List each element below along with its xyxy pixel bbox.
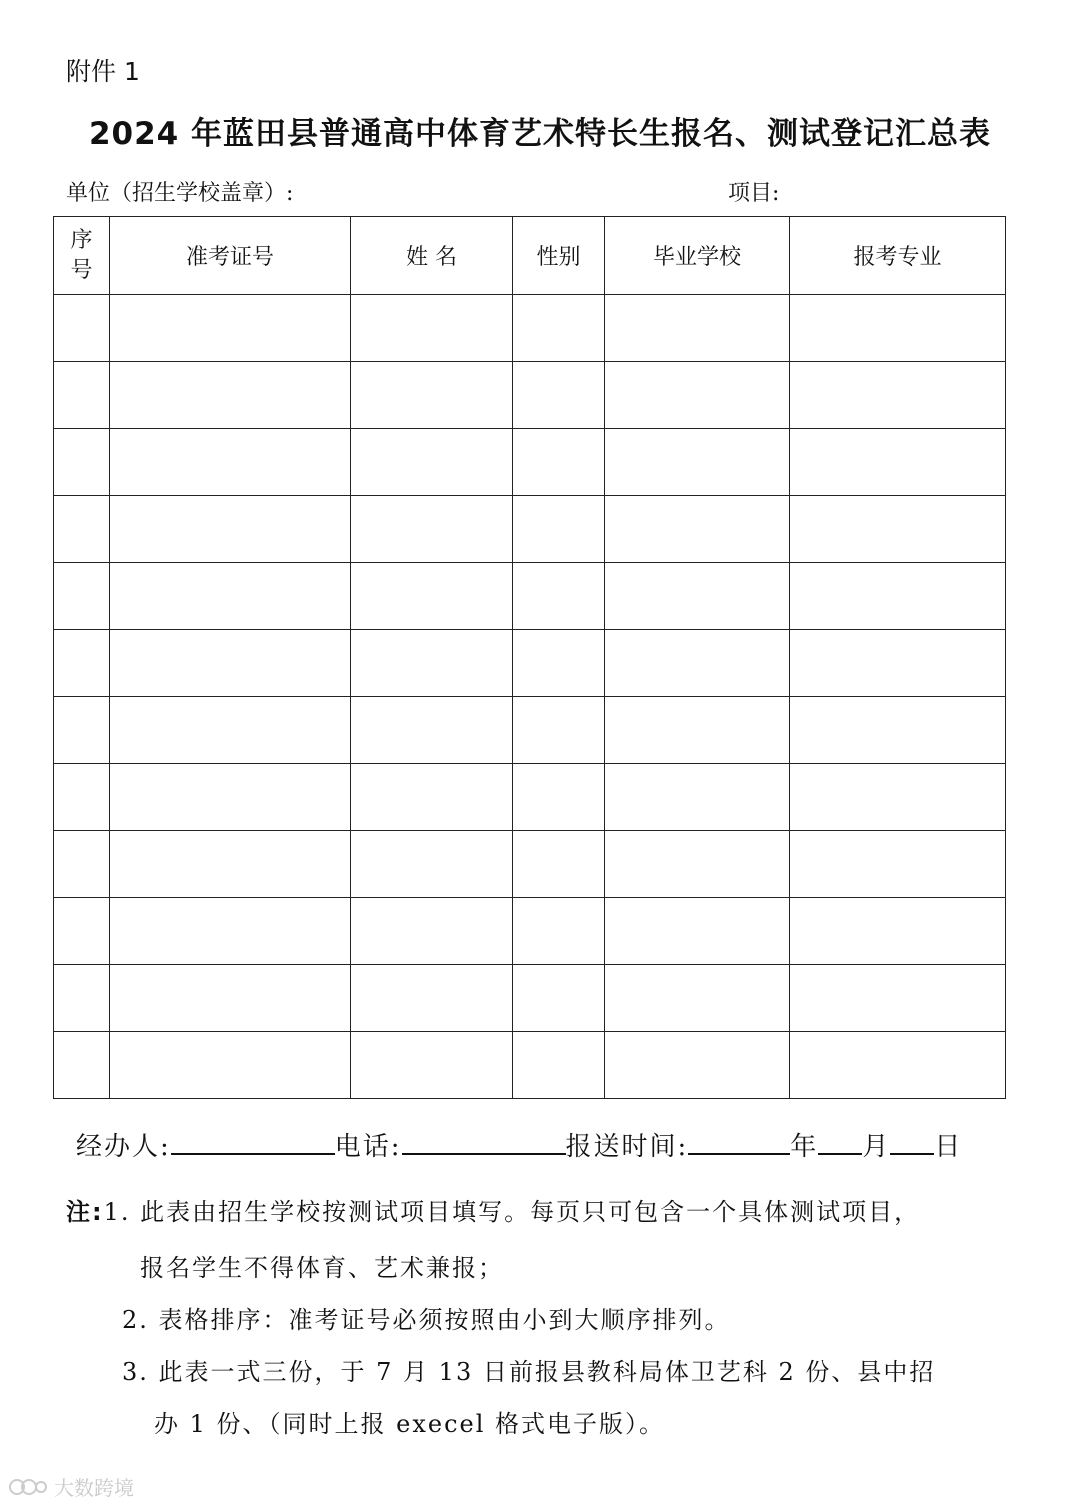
header-gender: 性别	[513, 217, 605, 295]
cell-seq[interactable]	[54, 965, 110, 1032]
table-row	[54, 295, 1006, 362]
cell-exam-number[interactable]	[110, 630, 351, 697]
phone-label: 电话:	[334, 1132, 402, 1162]
header-name: 姓 名	[351, 217, 513, 295]
cell-exam-number[interactable]	[110, 898, 351, 965]
header-seq-top: 序	[70, 227, 93, 253]
table-row	[54, 1032, 1006, 1099]
header-seq-bottom: 号	[70, 257, 93, 283]
cell-gender[interactable]	[513, 295, 605, 362]
cell-graduation-school[interactable]	[605, 697, 790, 764]
cell-major[interactable]	[790, 831, 1006, 898]
cell-graduation-school[interactable]	[605, 764, 790, 831]
header-exam-number: 准考证号	[110, 217, 351, 295]
note-1-text: 1. 此表由招生学校按测试项目填写。每页只可包含一个具体测试项目，	[103, 1198, 921, 1226]
cell-major[interactable]	[790, 898, 1006, 965]
cell-exam-number[interactable]	[110, 563, 351, 630]
handler-blank[interactable]	[171, 1129, 335, 1155]
cell-major[interactable]	[790, 295, 1006, 362]
cell-seq[interactable]	[54, 362, 110, 429]
note-1-line-1	[66, 1192, 920, 1227]
cell-gender[interactable]	[513, 630, 605, 697]
cell-name[interactable]	[351, 295, 513, 362]
month-blank[interactable]	[818, 1129, 862, 1155]
cell-seq[interactable]	[54, 764, 110, 831]
note-1-line-2: 报名学生不得体育、艺术兼报；	[140, 1254, 504, 1282]
cell-graduation-school[interactable]	[605, 965, 790, 1032]
cell-major[interactable]	[790, 630, 1006, 697]
cell-name[interactable]	[351, 496, 513, 563]
registration-table	[53, 216, 1006, 1099]
cell-gender[interactable]	[513, 563, 605, 630]
handler-label: 经办人:	[76, 1132, 171, 1162]
watermark	[8, 1472, 134, 1501]
cell-exam-number[interactable]	[110, 831, 351, 898]
watermark-logo-icon	[8, 1476, 48, 1498]
project-label: 项目:	[728, 181, 780, 206]
cell-gender[interactable]	[513, 496, 605, 563]
table-header-row	[54, 217, 1006, 295]
cell-gender[interactable]	[513, 429, 605, 496]
cell-seq[interactable]	[54, 831, 110, 898]
cell-exam-number[interactable]	[110, 429, 351, 496]
cell-graduation-school[interactable]	[605, 563, 790, 630]
table-row	[54, 362, 1006, 429]
cell-seq[interactable]	[54, 496, 110, 563]
year-blank[interactable]	[688, 1129, 790, 1155]
header-seq	[54, 217, 110, 295]
cell-seq[interactable]	[54, 697, 110, 764]
cell-major[interactable]	[790, 496, 1006, 563]
cell-major[interactable]	[790, 965, 1006, 1032]
cell-major[interactable]	[790, 764, 1006, 831]
cell-name[interactable]	[351, 1032, 513, 1099]
table-row	[54, 429, 1006, 496]
header-major: 报考专业	[790, 217, 1006, 295]
cell-graduation-school[interactable]	[605, 898, 790, 965]
cell-graduation-school[interactable]	[605, 630, 790, 697]
cell-exam-number[interactable]	[110, 295, 351, 362]
phone-blank[interactable]	[402, 1129, 566, 1155]
cell-seq[interactable]	[54, 295, 110, 362]
cell-exam-number[interactable]	[110, 362, 351, 429]
cell-exam-number[interactable]	[110, 496, 351, 563]
cell-graduation-school[interactable]	[605, 496, 790, 563]
day-blank[interactable]	[890, 1129, 934, 1155]
cell-name[interactable]	[351, 831, 513, 898]
table-row	[54, 563, 1006, 630]
cell-major[interactable]	[790, 362, 1006, 429]
cell-exam-number[interactable]	[110, 1032, 351, 1099]
cell-seq[interactable]	[54, 563, 110, 630]
cell-name[interactable]	[351, 563, 513, 630]
cell-name[interactable]	[351, 429, 513, 496]
cell-graduation-school[interactable]	[605, 1032, 790, 1099]
cell-name[interactable]	[351, 965, 513, 1032]
cell-seq[interactable]	[54, 630, 110, 697]
day-label: 日	[934, 1132, 963, 1162]
year-label: 年	[790, 1132, 819, 1162]
cell-gender[interactable]	[513, 697, 605, 764]
cell-exam-number[interactable]	[110, 697, 351, 764]
watermark-text: 大数跨境	[54, 1476, 134, 1500]
note-2: 2. 表格排序：准考证号必须按照由小到大顺序排列。	[122, 1306, 731, 1334]
cell-name[interactable]	[351, 764, 513, 831]
cell-graduation-school[interactable]	[605, 362, 790, 429]
notes-label: 注:	[66, 1198, 104, 1226]
table-row	[54, 496, 1006, 563]
cell-seq[interactable]	[54, 898, 110, 965]
cell-major[interactable]	[790, 697, 1006, 764]
cell-name[interactable]	[351, 898, 513, 965]
table-row	[54, 764, 1006, 831]
table-row	[54, 697, 1006, 764]
cell-gender[interactable]	[513, 831, 605, 898]
cell-exam-number[interactable]	[110, 965, 351, 1032]
cell-gender[interactable]	[513, 898, 605, 965]
note-3-line-1: 3. 此表一式三份，于 7 月 13 日前报县教科局体卫艺科 2 份、县中招	[122, 1358, 936, 1386]
header-graduation-school: 毕业学校	[605, 217, 790, 295]
signature-line	[76, 1126, 962, 1163]
page-title: 2024 年蓝田县普通高中体育艺术特长生报名、测试登记汇总表	[88, 116, 992, 152]
attachment-label: 附件 1	[66, 57, 140, 86]
cell-seq[interactable]	[54, 429, 110, 496]
date-label: 报送时间:	[565, 1132, 689, 1162]
table-body	[54, 295, 1006, 1099]
cell-gender[interactable]	[513, 1032, 605, 1099]
table-row	[54, 630, 1006, 697]
cell-graduation-school[interactable]	[605, 429, 790, 496]
cell-gender[interactable]	[513, 965, 605, 1032]
note-3-line-2: 办 1 份、（同时上报 execel 格式电子版）。	[154, 1410, 666, 1438]
cell-graduation-school[interactable]	[605, 831, 790, 898]
table-row	[54, 831, 1006, 898]
cell-name[interactable]	[351, 362, 513, 429]
month-label: 月	[862, 1132, 891, 1162]
cell-graduation-school[interactable]	[605, 295, 790, 362]
table-row	[54, 965, 1006, 1032]
unit-label: 单位（招生学校盖章）:	[66, 181, 294, 206]
cell-gender[interactable]	[513, 764, 605, 831]
cell-seq[interactable]	[54, 1032, 110, 1099]
cell-gender[interactable]	[513, 362, 605, 429]
cell-major[interactable]	[790, 429, 1006, 496]
cell-major[interactable]	[790, 1032, 1006, 1099]
cell-exam-number[interactable]	[110, 764, 351, 831]
cell-name[interactable]	[351, 630, 513, 697]
cell-major[interactable]	[790, 563, 1006, 630]
table-row	[54, 898, 1006, 965]
cell-name[interactable]	[351, 697, 513, 764]
